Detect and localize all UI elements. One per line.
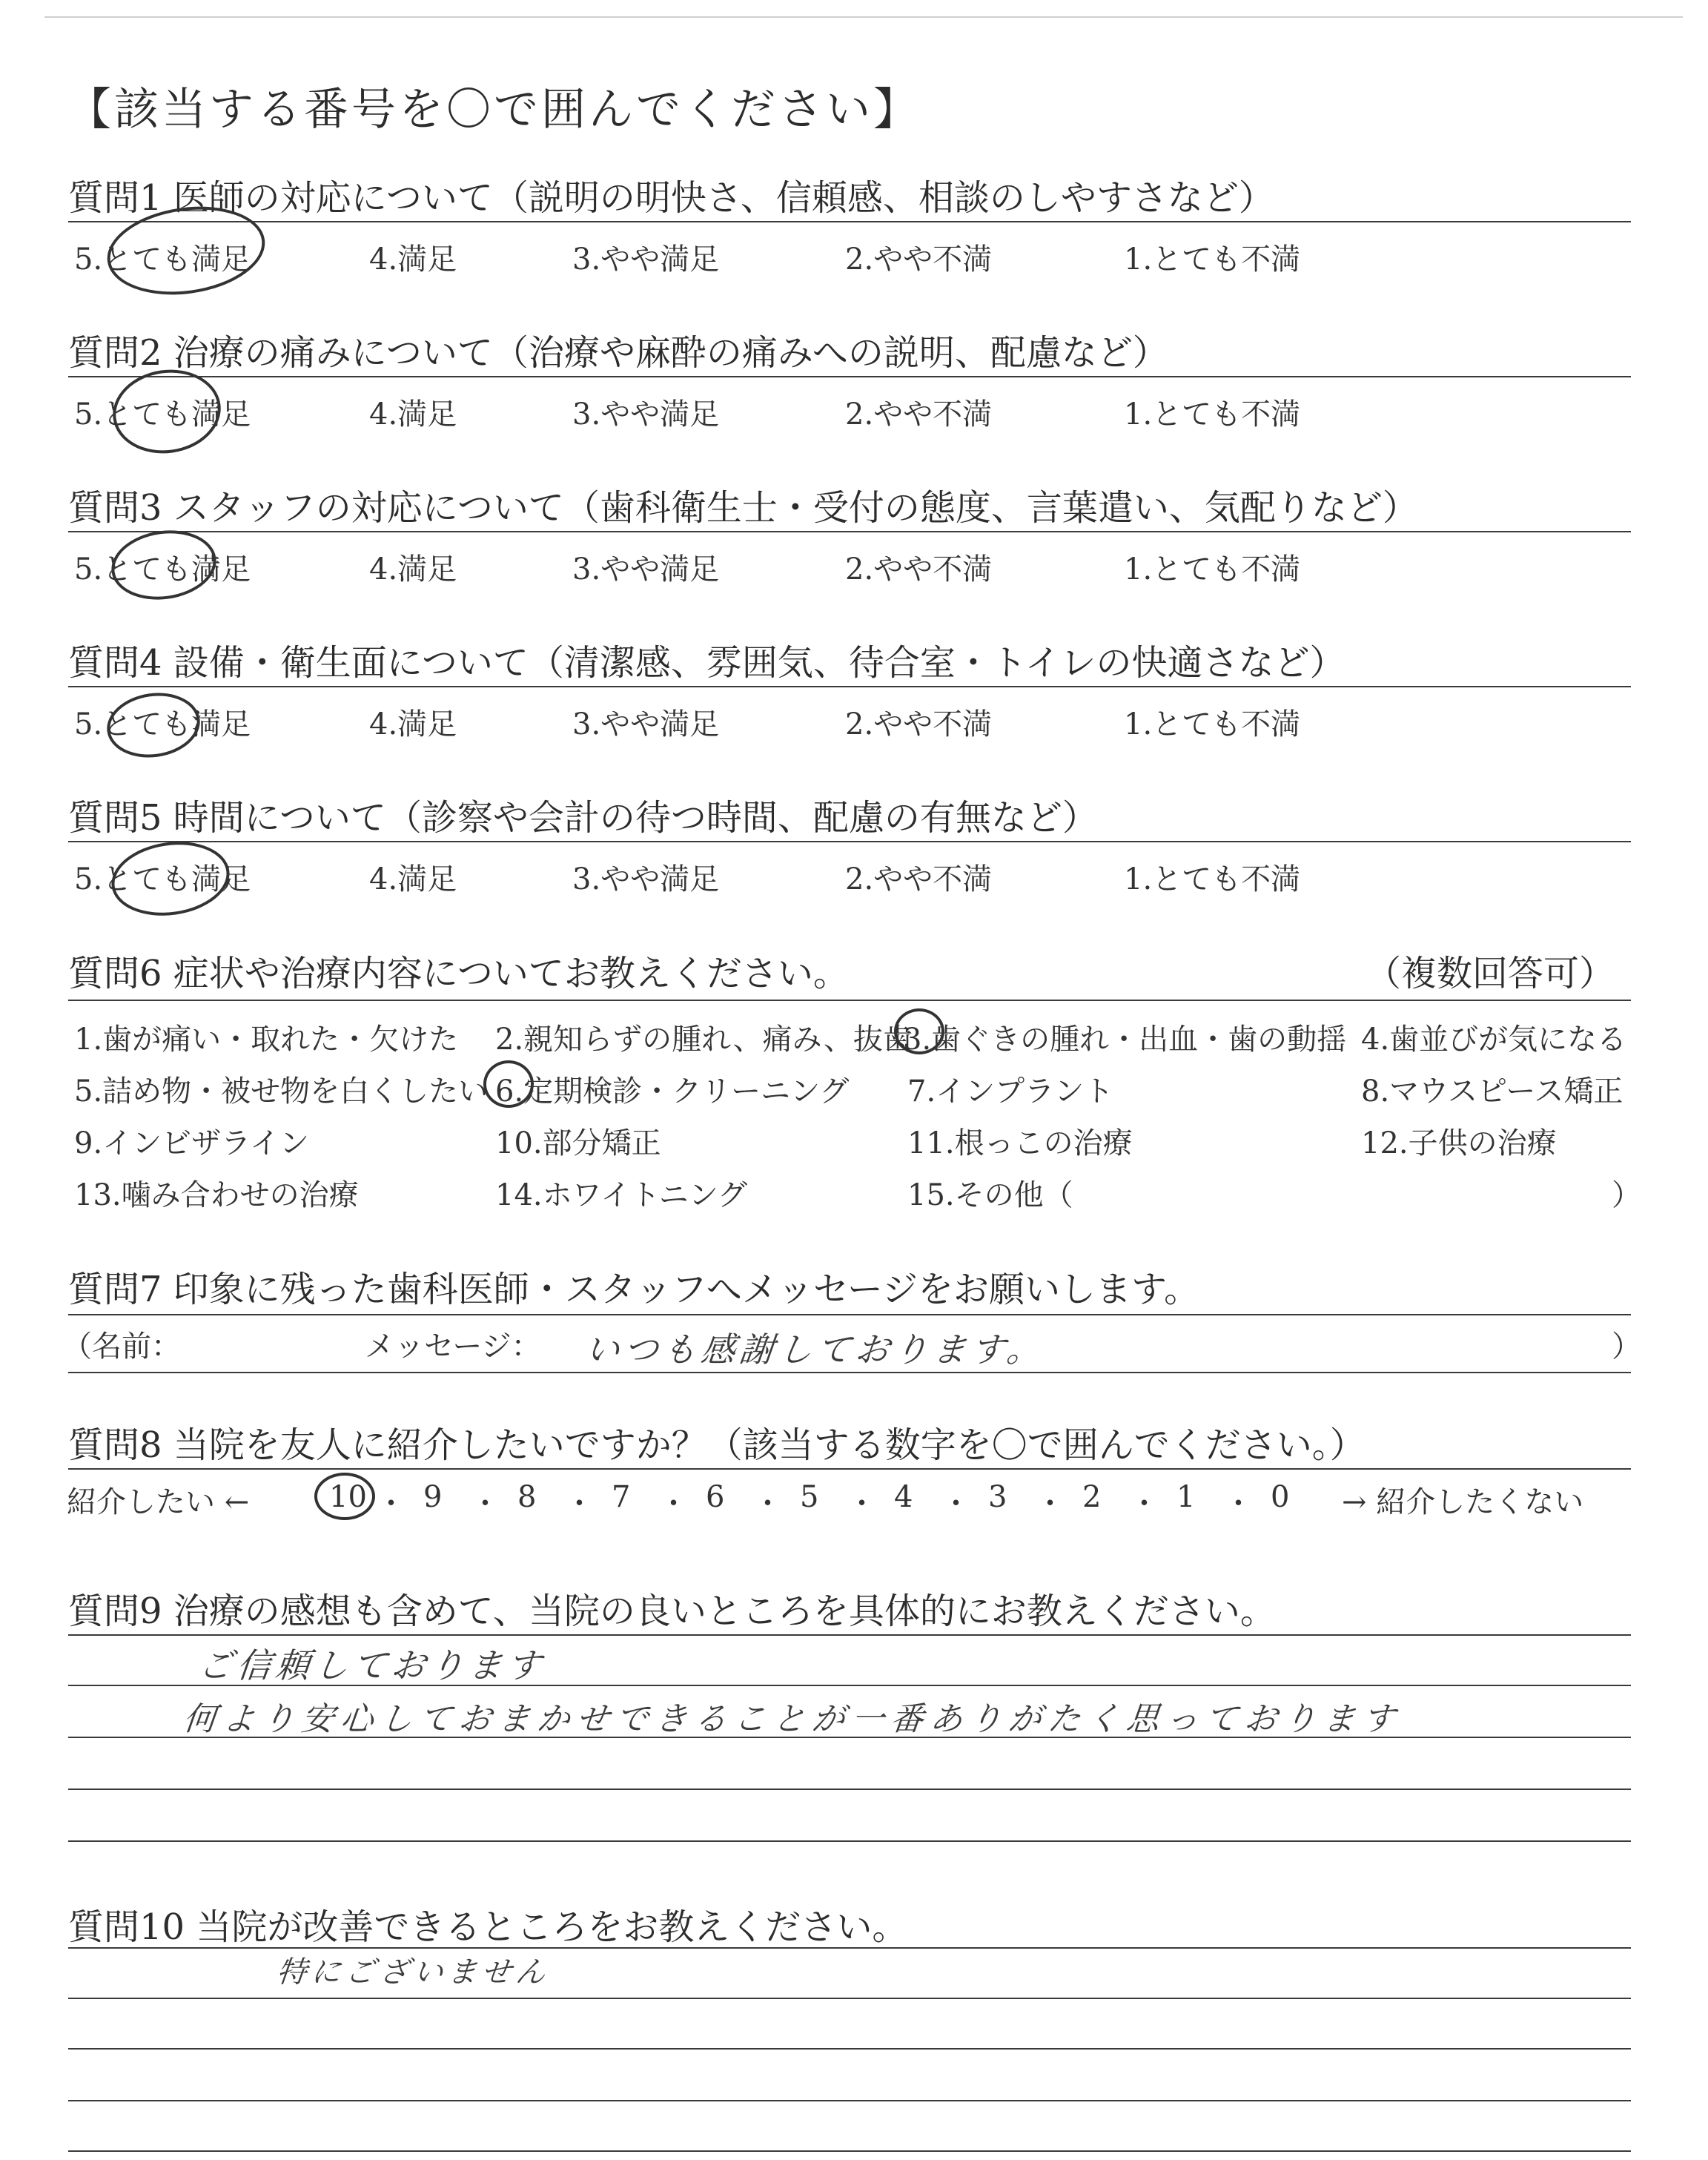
q7-title: 質問7 印象に残った歯科医師・スタッフへメッセージをお願いします。: [68, 1269, 1200, 1310]
q8-scale-separator: ・: [847, 1487, 877, 1521]
q8-right-label: → 紹介したくない: [1342, 1485, 1584, 1519]
q9-answer-line-1[interactable]: ご信頼しております: [196, 1645, 548, 1685]
q2-title: 質問2 治療の痛みについて（治療や麻酔の痛みへの説明、配慮など）: [68, 332, 1168, 374]
q4-option-5[interactable]: 5.とても満足: [74, 707, 251, 742]
q9-title: 質問9 治療の感想も含めて、当院の良いところを具体的にお教えください。: [68, 1591, 1276, 1632]
q10-rule-3: [68, 2048, 1631, 2050]
q6-close-paren: ）: [1612, 1178, 1641, 1212]
q6-option-2[interactable]: 2.親知らずの腫れ、痛み、抜歯: [495, 1023, 913, 1057]
q7-name-label: （名前：: [62, 1330, 181, 1364]
q8-rule: [68, 1468, 1631, 1470]
q3-option-2[interactable]: 2.やや不満: [845, 552, 993, 587]
q3-title: 質問3 スタッフの対応について（歯科衛生士・受付の態度、言葉遣い、気配りなど）: [68, 487, 1418, 529]
q5-option-3[interactable]: 3.やや満足: [572, 862, 720, 896]
q8-scale-8[interactable]: 8: [517, 1480, 537, 1514]
scan-edge: [44, 16, 1683, 18]
q10-rule-4: [68, 2100, 1631, 2101]
q3-rule: [68, 531, 1631, 532]
q6-selection-circle-3: [894, 1008, 944, 1054]
q6-selection-circle-6: [483, 1060, 534, 1108]
q8-scale-1[interactable]: 1: [1176, 1480, 1196, 1514]
q8-left-label: 紹介したい ←: [67, 1485, 250, 1519]
q6-option-14[interactable]: 14.ホワイトニング: [495, 1178, 748, 1212]
q3-option-3[interactable]: 3.やや満足: [572, 552, 720, 587]
q4-selection-circle: [103, 687, 205, 764]
q6-title: 質問6 症状や治療内容についてお教えください。: [68, 953, 849, 994]
q7-message-label: メッセージ：: [365, 1330, 541, 1364]
q8-scale-0[interactable]: 0: [1271, 1480, 1290, 1514]
q3-option-4[interactable]: 4.満足: [369, 552, 457, 587]
q6-option-12[interactable]: 12.子供の治療: [1361, 1126, 1557, 1160]
q6-option-4[interactable]: 4.歯並びが気になる: [1361, 1023, 1627, 1057]
page-title: 【該当する番号を〇で囲んでください】: [67, 84, 921, 136]
q7-handwritten-message[interactable]: いつも感謝しております。: [583, 1330, 1047, 1370]
q5-title: 質問5 時間について（診察や会計の待つ時間、配慮の有無など）: [68, 797, 1098, 839]
q2-option-1[interactable]: 1.とても不満: [1124, 397, 1301, 432]
q9-rule-5: [68, 1840, 1631, 1842]
q2-selection-circle: [107, 363, 226, 460]
q8-scale-6[interactable]: 6: [706, 1480, 725, 1514]
q2-option-2[interactable]: 2.やや不満: [845, 397, 993, 432]
q8-scale-3[interactable]: 3: [988, 1480, 1007, 1514]
q8-scale-separator: ・: [1129, 1487, 1159, 1521]
q8-scale-2[interactable]: 2: [1082, 1480, 1102, 1514]
q3-option-1[interactable]: 1.とても不満: [1124, 552, 1301, 587]
q6-option-15[interactable]: 15.その他（: [907, 1178, 1073, 1212]
q6-option-10[interactable]: 10.部分矯正: [495, 1126, 661, 1160]
q2-option-5[interactable]: 5.とても満足: [74, 397, 251, 432]
q6-option-11[interactable]: 11.根っこの治療: [907, 1126, 1133, 1160]
q1-title: 質問1 医師の対応について（説明の明快さ、信頼感、相談のしやすさなど）: [68, 177, 1274, 219]
q4-title: 質問4 設備・衛生面について（清潔感、雰囲気、待合室・トイレの快適さなど）: [68, 642, 1345, 684]
q5-option-2[interactable]: 2.やや不満: [845, 862, 993, 896]
q8-scale-separator: ・: [1223, 1487, 1254, 1521]
q8-scale-9[interactable]: 9: [423, 1480, 443, 1514]
q9-answer-line-2[interactable]: 何より安心しておまかせできることが一番ありがたく思っております: [181, 1700, 1404, 1738]
q6-option-9[interactable]: 9.インビザライン: [74, 1126, 309, 1160]
q8-scale-5[interactable]: 5: [800, 1480, 819, 1514]
q8-scale-separator: ・: [941, 1487, 971, 1521]
q2-option-3[interactable]: 3.やや満足: [572, 397, 720, 432]
q4-option-3[interactable]: 3.やや満足: [572, 707, 720, 742]
q8-scale-10[interactable]: 10: [329, 1480, 367, 1514]
q10-rule-5: [68, 2150, 1631, 2152]
q6-note: （複数回答可）: [1366, 953, 1615, 994]
q4-option-4[interactable]: 4.満足: [369, 707, 457, 742]
q7-close-paren: ）: [1612, 1330, 1641, 1364]
q1-option-1[interactable]: 1.とても不満: [1124, 242, 1301, 277]
q3-selection-circle: [107, 524, 220, 607]
q2-rule: [68, 376, 1631, 377]
q9-rule-4: [68, 1789, 1631, 1790]
q6-option-6[interactable]: 6.定期検診・クリーニング: [495, 1074, 850, 1109]
q5-option-5[interactable]: 5.とても満足: [74, 862, 251, 896]
q6-option-1[interactable]: 1.歯が痛い・取れた・欠けた: [74, 1023, 459, 1057]
q6-rule: [68, 1000, 1631, 1001]
q9-rule-1: [68, 1634, 1631, 1636]
q5-rule: [68, 841, 1631, 842]
q1-rule: [68, 221, 1631, 222]
q7-bottom-rule: [68, 1372, 1631, 1373]
q4-option-2[interactable]: 2.やや不満: [845, 707, 993, 742]
q8-scale-separator: ・: [1035, 1487, 1065, 1521]
q6-option-3[interactable]: 3.歯ぐきの腫れ・出血・歯の動揺: [903, 1023, 1347, 1057]
q10-rule-2: [68, 1998, 1631, 1999]
q8-scale-separator: ・: [658, 1487, 689, 1521]
q4-rule: [68, 686, 1631, 687]
q8-scale-separator: ・: [564, 1487, 595, 1521]
q1-option-2[interactable]: 2.やや不満: [845, 242, 993, 277]
q10-answer-line-1[interactable]: 特にございません: [275, 1955, 552, 1989]
q6-option-7[interactable]: 7.インプラント: [907, 1074, 1114, 1109]
q6-option-13[interactable]: 13.噛み合わせの治療: [74, 1178, 359, 1212]
q10-title: 質問10 当院が改善できるところをお教えください。: [68, 1906, 908, 1948]
q8-scale-separator: ・: [470, 1487, 500, 1521]
q6-option-5[interactable]: 5.詰め物・被せ物を白くしたい: [74, 1074, 489, 1109]
q8-selection-circle: [314, 1473, 375, 1520]
q5-option-4[interactable]: 4.満足: [369, 862, 457, 896]
q8-scale-separator: ・: [376, 1487, 406, 1521]
q7-rule: [68, 1314, 1631, 1315]
q1-option-3[interactable]: 3.やや満足: [572, 242, 720, 277]
q8-scale-4[interactable]: 4: [894, 1480, 913, 1514]
q5-selection-circle: [107, 834, 234, 922]
q3-option-5[interactable]: 5.とても満足: [74, 552, 251, 587]
q8-scale-7[interactable]: 7: [612, 1480, 631, 1514]
q5-option-1[interactable]: 1.とても不満: [1124, 862, 1301, 896]
q8-scale-separator: ・: [752, 1487, 783, 1521]
q1-option-4[interactable]: 4.満足: [369, 242, 457, 277]
q6-option-8[interactable]: 8.マウスピース矯正: [1361, 1074, 1623, 1109]
q8-title: 質問8 当院を友人に紹介したいですか？（該当する数字を〇で囲んでください。）: [68, 1424, 1366, 1466]
q2-option-4[interactable]: 4.満足: [369, 397, 457, 432]
q1-option-5[interactable]: 5.とても満足: [74, 242, 251, 277]
q4-option-1[interactable]: 1.とても不満: [1124, 707, 1301, 742]
